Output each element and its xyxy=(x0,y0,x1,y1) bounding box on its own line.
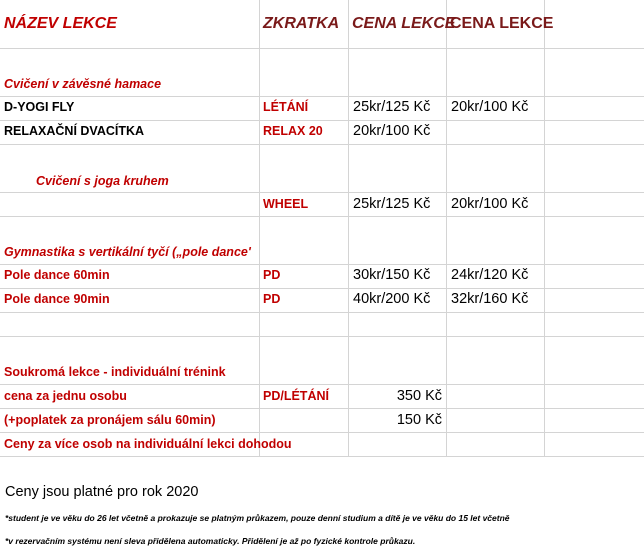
row-price-2: 20kr/100 Kč xyxy=(451,196,529,212)
rent-price: 150 Kč xyxy=(396,412,442,428)
header-name: NÁZEV LEKCE xyxy=(4,15,117,32)
row-price-1: 25kr/125 Kč xyxy=(353,99,431,115)
gridline xyxy=(446,0,447,456)
gridline xyxy=(0,120,644,121)
row-abbr: PD xyxy=(263,292,281,306)
gridline xyxy=(0,384,644,385)
group-note: Ceny za více osob na individuální lekci dohodou xyxy=(4,437,292,451)
gridline xyxy=(0,456,644,457)
gridline xyxy=(0,144,644,145)
gridline xyxy=(0,336,644,337)
row-price-1: 30kr/150 Kč xyxy=(353,267,431,283)
per-person-label: cena za jednu osobu xyxy=(4,389,127,403)
gridline xyxy=(259,0,260,456)
per-person-price: 350 Kč xyxy=(396,388,442,404)
row-price-2: 32kr/160 Kč xyxy=(451,291,529,307)
gridline xyxy=(0,264,644,265)
section-title-private: Soukromá lekce - individuální trénink xyxy=(4,365,226,379)
row-name: Pole dance 60min xyxy=(4,268,110,282)
gridline xyxy=(0,288,644,289)
gridline xyxy=(544,0,545,456)
section-title-hammock: Cvičení v závěsné hamace xyxy=(4,77,162,91)
row-price-1: 40kr/200 Kč xyxy=(353,291,431,307)
rent-label: (+poplatek za pronájem sálu 60min) xyxy=(4,413,216,427)
row-name: D-YOGI FLY xyxy=(4,100,75,114)
row-price-1: 20kr/100 Kč xyxy=(353,123,431,139)
footnote-reservation: *v rezervačním systému není sleva přidělena automaticky. Přidělení je až po fyzické kontrole průkazu. xyxy=(5,536,416,546)
gridline xyxy=(0,216,644,217)
gridline xyxy=(0,312,644,313)
row-name: RELAXAČNÍ DVACÍTKA xyxy=(4,124,145,138)
row-abbr: PD xyxy=(263,268,281,282)
row-price-1: 25kr/125 Kč xyxy=(353,196,431,212)
header-price-2: CENA LEKCE xyxy=(450,15,554,32)
gridline xyxy=(0,192,644,193)
gridline xyxy=(0,432,644,433)
row-price-2: 20kr/100 Kč xyxy=(451,99,529,115)
row-abbr: WHEEL xyxy=(263,197,309,211)
section-title-pole: Gymnastika s vertikální tyčí („pole dance' xyxy=(4,245,251,259)
header-abbr: ZKRATKA xyxy=(263,15,340,32)
gridline xyxy=(0,408,644,409)
footnote-student: *student je ve věku do 26 let včetně a prokazuje se platným průkazem, pouze denní studium a dítě je ve věku do 15 let včetně xyxy=(5,513,510,523)
row-abbr: LÉTÁNÍ xyxy=(263,100,309,114)
gridline xyxy=(0,96,644,97)
row-price-2: 24kr/120 Kč xyxy=(451,267,529,283)
section-title-wheel: Cvičení s joga kruhem xyxy=(36,174,169,188)
gridline xyxy=(348,0,349,456)
validity-note: Ceny jsou platné pro rok 2020 xyxy=(5,484,199,500)
per-person-abbr: PD/LÉTÁNÍ xyxy=(263,389,329,403)
row-name: Pole dance 90min xyxy=(4,292,110,306)
gridline xyxy=(0,48,644,49)
row-abbr: RELAX 20 xyxy=(263,124,323,138)
header-price-1: CENA LEKCE xyxy=(352,15,456,32)
